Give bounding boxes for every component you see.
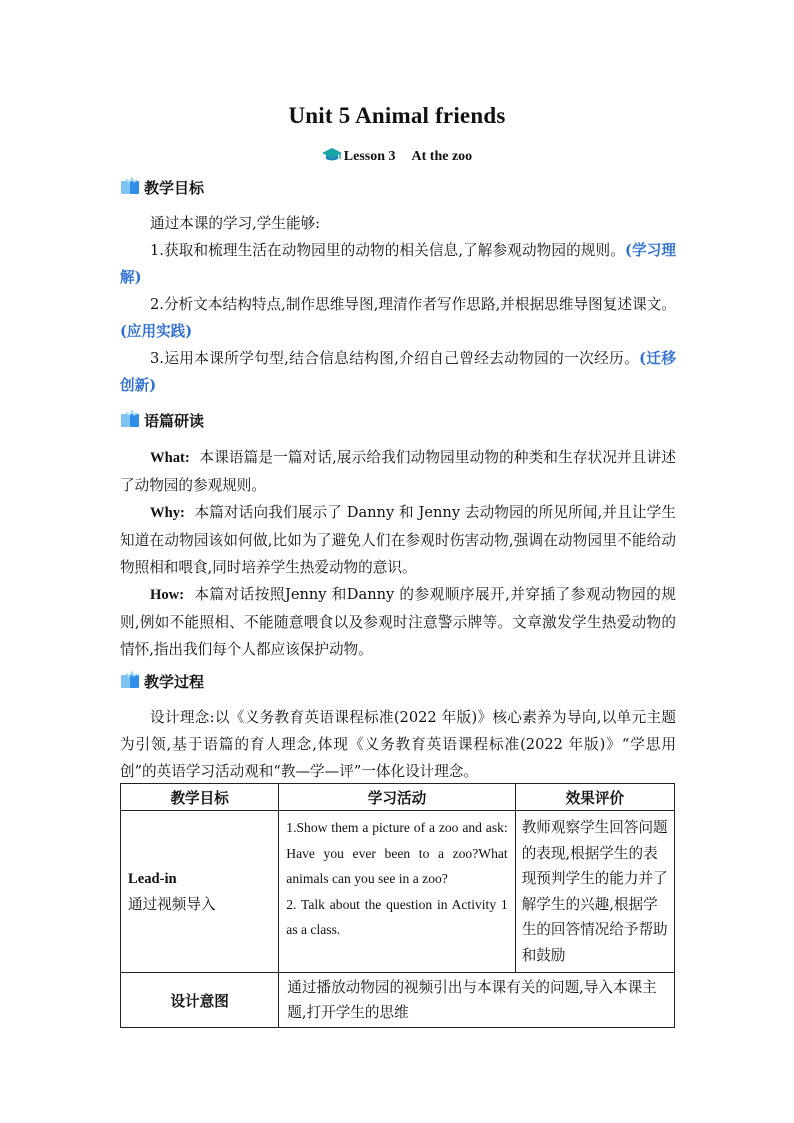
objective-tag: (应用实践) bbox=[120, 323, 193, 340]
lesson-heading bbox=[0, 147, 794, 168]
unit-title: Unit 5 Animal friends bbox=[288, 103, 506, 128]
lesson-topic: At the zoo bbox=[411, 149, 473, 164]
lesson-plan-table bbox=[120, 783, 675, 1028]
section-book-icon bbox=[120, 177, 142, 197]
activity-2: 2. Talk about the question in Activity 1 as a class. bbox=[286, 896, 508, 937]
table-header: 教学目标 bbox=[121, 784, 279, 811]
activity-1: 1.Show them a picture of a zoo and ask: Have you ever been to a zoo?What animals can you see in a zoo? bbox=[286, 820, 508, 886]
goal-cn: 通过视频导入 bbox=[128, 895, 216, 913]
table-row bbox=[121, 973, 675, 1028]
section-heading-analysis: 语篇研读 bbox=[120, 408, 204, 432]
analysis-body bbox=[120, 444, 676, 663]
table-row bbox=[121, 811, 675, 973]
section-heading-objectives: 教学目标 bbox=[120, 175, 204, 199]
objective-tag: (迁移创新) bbox=[120, 350, 676, 394]
goal-en: Lead-in bbox=[128, 870, 177, 887]
analysis-how: How: 本篇对话按照Jenny 和Danny 的参观顺序展开,并穿插了参观动物园的规则,例如不能照相、不能随意喂食以及参观时注意警示牌等。文章激发学生热爱动物的情怀,指出我们每个人都应该保护动物。 bbox=[120, 586, 676, 658]
table-header: 效果评价 bbox=[515, 784, 674, 811]
table-header-row bbox=[121, 784, 675, 811]
objectives-body bbox=[120, 210, 676, 399]
process-intro: 设计理念:以《义务教育英语课程标准(2022 年版)》核心素养为导向,以单元主题为引领,基于语篇的育人理念,体现《义务教育英语课程标准(2022 年版)》“学思用创”的英语学习活动观和“教—学—评”一体化设计理念。 bbox=[120, 709, 676, 780]
evaluation-cell: 教师观察学生回答问题的表现,根据学生的表现预判学生的能力并了解学生的兴趣,根据学生的回答情况给予帮助和鼓励 bbox=[515, 811, 674, 973]
activity-cell bbox=[279, 811, 515, 973]
analysis-what: What: 本课语篇是一篇对话,展示给我们动物园里动物的种类和生存状况并且讲述了动物园的参观规则。 bbox=[120, 449, 676, 494]
objective-item: 3.运用本课所学句型,结合信息结构图,介绍自己曾经去动物园的一次经历。(迁移创新) bbox=[120, 350, 676, 394]
table-header: 学习活动 bbox=[279, 784, 515, 811]
lesson-label: Lesson 3 bbox=[343, 149, 396, 164]
design-intent-label: 设计意图 bbox=[121, 973, 279, 1028]
process-body bbox=[120, 704, 676, 785]
goal-cell bbox=[121, 811, 279, 973]
analysis-why: Why: 本篇对话向我们展示了 Danny 和 Jenny 去动物园的所见所闻,并且让学生知道在动物园该如何做,比如为了避免人们在参观时伤害动物,强调在动物园里不能给动物照相和喂食,同时培养学生热爱动物的意识。 bbox=[120, 504, 676, 576]
graduation-cap-icon bbox=[322, 147, 342, 168]
design-intent-text: 通过播放动物园的视频引出与本课有关的问题,导入本课主题,打开学生的思维 bbox=[279, 973, 675, 1028]
objective-item: 2.分析文本结构特点,制作思维导图,理清作者写作思路,并根据思维导图复述课文。(应用实践) bbox=[120, 296, 676, 340]
section-book-icon bbox=[120, 671, 142, 691]
objectives-intro: 通过本课的学习,学生能够: bbox=[150, 215, 321, 232]
objective-item: 1.获取和梳理生活在动物园里的动物的相关信息,了解参观动物园的规则。(学习理解) bbox=[120, 242, 677, 286]
section-heading-process: 教学过程 bbox=[120, 669, 204, 693]
section-book-icon bbox=[120, 410, 142, 430]
objective-tag: (学习理解) bbox=[120, 242, 677, 286]
